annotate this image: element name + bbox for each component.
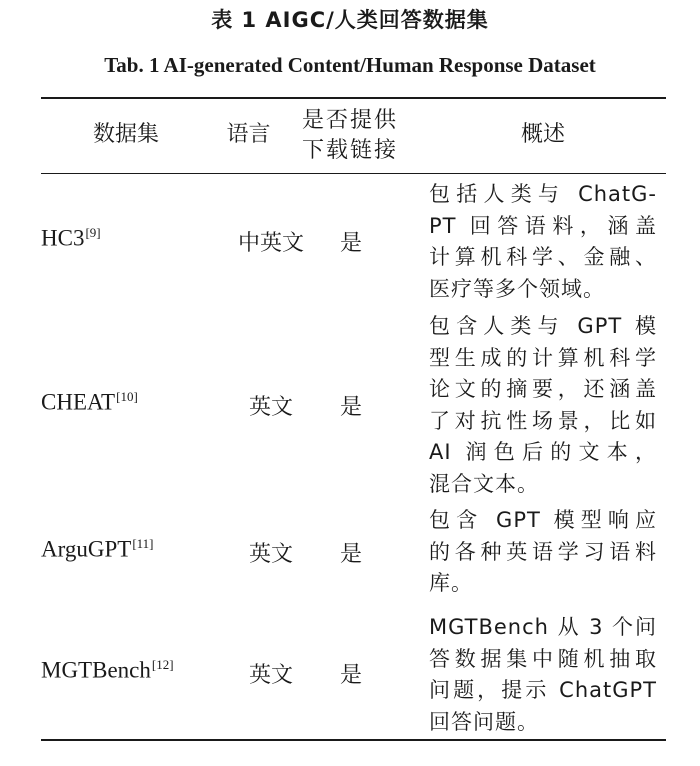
dataset-name [41, 657, 211, 684]
overview-line: 计算机科学、金融、 [429, 245, 657, 269]
language-cell: 英文 [248, 542, 293, 567]
download-cell: 是 [339, 542, 362, 567]
top-rule [41, 97, 666, 99]
language-cell: 英文 [248, 395, 293, 420]
download-cell: 是 [339, 663, 362, 688]
overview-line: 型生成的计算机科学 [429, 345, 657, 370]
dataset-name [41, 536, 211, 563]
citation-ref: [12] [151, 657, 174, 672]
overview-line: AI 润色后的文本， [429, 440, 657, 464]
header-language: 语言 [226, 122, 271, 147]
overview-line: PT 回答语料，涵盖 [429, 213, 657, 238]
overview-line: 库。 [429, 571, 473, 595]
header-overview: 概述 [520, 122, 565, 147]
dataset-name-text: MGTBench [41, 657, 151, 683]
header-dataset: 数据集 [92, 122, 159, 147]
overview-line: 包含 GPT 模型响应 [429, 508, 657, 532]
language-cell: 中英文 [237, 231, 304, 256]
header-download-line2: 下载链接 [301, 138, 398, 163]
overview-line: 论文的摘要，还涵盖 [429, 377, 657, 401]
overview-line: 回答问题。 [429, 709, 539, 734]
overview-line: MGTBench 从 3 个问 [429, 615, 657, 639]
overview-line: 混合文本。 [429, 471, 539, 496]
download-cell: 是 [339, 231, 362, 256]
overview-line: 包含人类与 GPT 模 [429, 314, 657, 338]
overview-cell [429, 505, 657, 600]
dataset-name-text: CHEAT [41, 389, 116, 415]
overview-cell [429, 311, 657, 500]
header-download [290, 106, 410, 166]
overview-line: 了对抗性场景，比如 [429, 408, 657, 433]
table-caption-cn: 表 1 AIGC/人类回答数据集 [211, 8, 489, 32]
overview-cell [429, 179, 657, 305]
table-caption-en: Tab. 1 AI-generated Content/Human Response Dataset [104, 53, 596, 77]
bottom-rule [41, 739, 666, 741]
dataset-name-text: HC3 [41, 225, 85, 251]
citation-ref: [11] [132, 536, 154, 551]
dataset-name [41, 225, 211, 252]
overview-cell [429, 612, 657, 738]
overview-line: 包括人类与 ChatG- [429, 182, 657, 206]
download-cell: 是 [339, 395, 362, 420]
citation-ref: [9] [85, 225, 101, 240]
header-download-line1: 是否提供 [301, 108, 398, 133]
overview-line: 问题，提示 ChatGPT [429, 678, 657, 702]
language-cell: 英文 [248, 663, 293, 688]
dataset-name [41, 389, 211, 416]
citation-ref: [10] [116, 389, 138, 404]
header-rule [41, 173, 666, 174]
dataset-name-text: ArguGPT [41, 536, 132, 562]
overview-line: 医疗等多个领域。 [429, 276, 605, 301]
overview-line: 答数据集中随机抽取 [429, 646, 657, 671]
overview-line: 的各种英语学习语料 [429, 539, 657, 564]
